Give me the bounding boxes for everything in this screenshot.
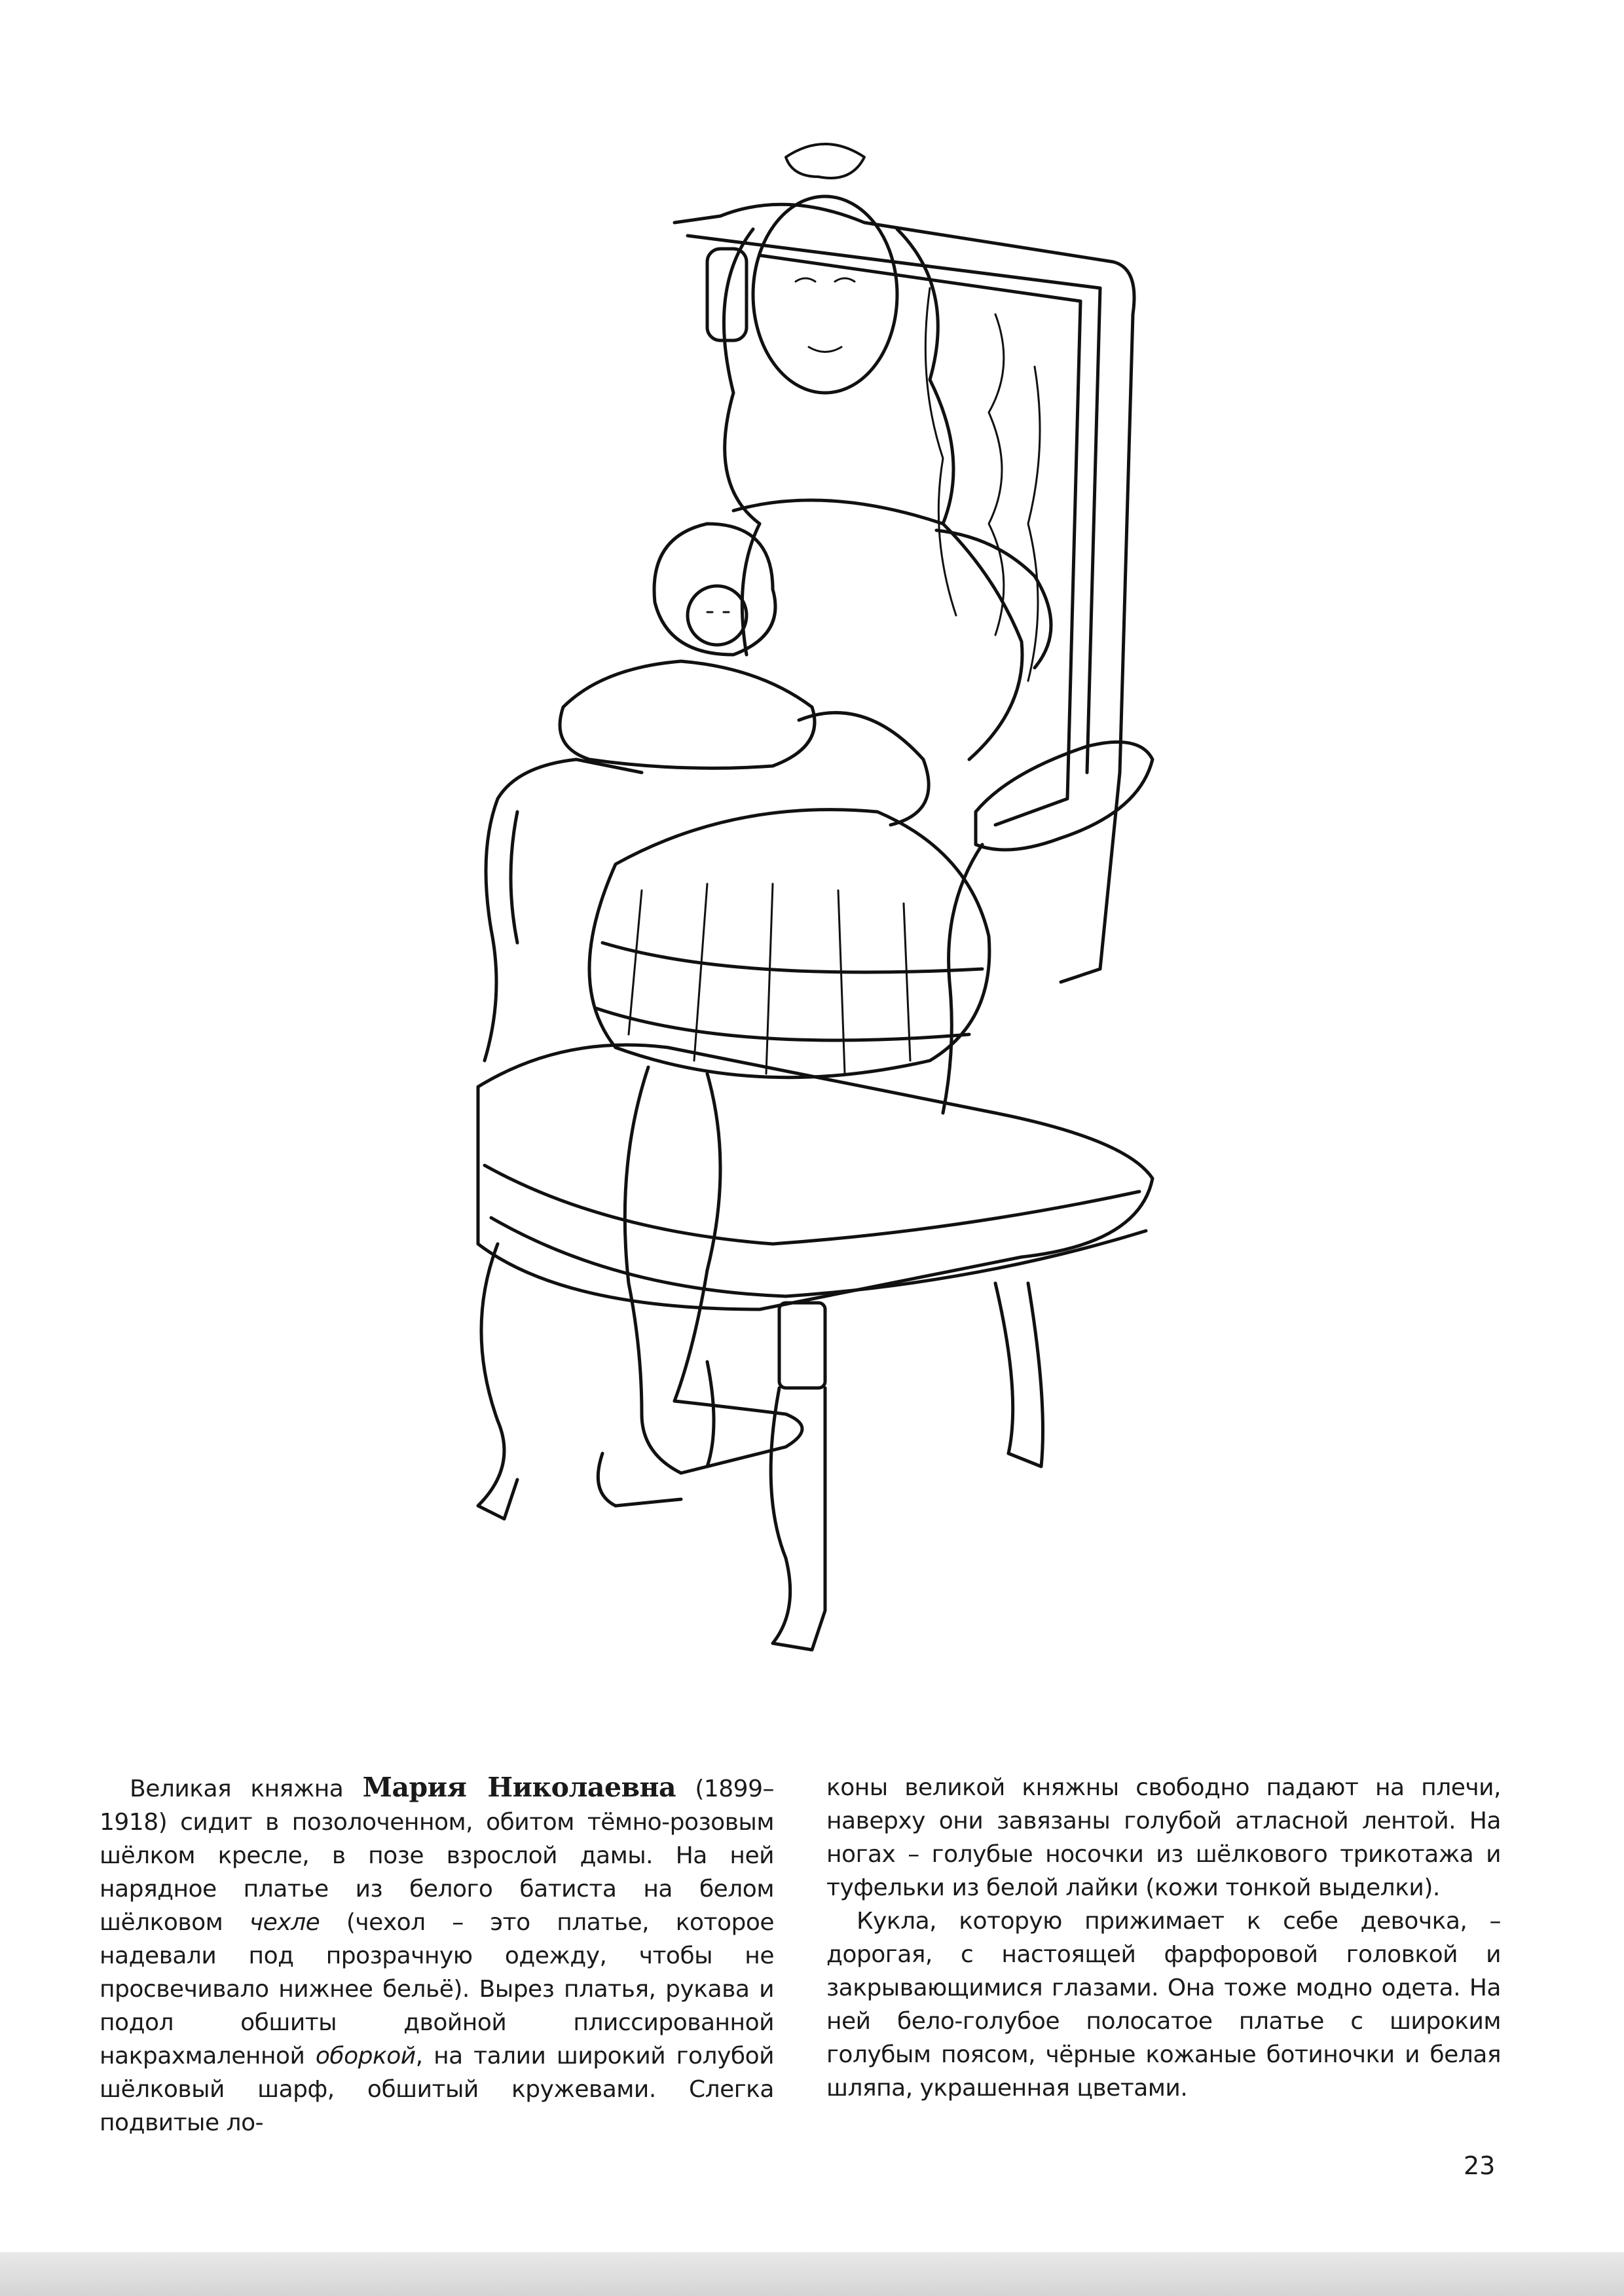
caption-text-b: (чехол – это платье, которое надевали под прозрачную одежду, чтобы не просвечивало нижнее бельё). Вырез платья, рукава и подол обшиты двойной плиссированной накрахмаленной (100, 1909, 774, 2069)
armchair (478, 204, 1153, 1650)
caption-text-a: (1899–1918) сидит в позолоченном, обитом тёмно-розовым шёлком кресле, в позе взрослой дамы. На ней нарядное платье из белого батиста на белом шёлковом (100, 1776, 774, 1936)
caption-paragraph-1-cont: коны великой княжны свободно падают на плечи, наверху они завязаны голубой атласной лентой. На ногах – голубые носочки из шёлкового трикотажа и туфельки из белой лайки (кожи тонкой выделки). (826, 1774, 1501, 1901)
term-oborka: оборкой (315, 2043, 416, 2069)
caption-paragraph-1 (100, 1771, 774, 2140)
caption-paragraph-2: Кукла, которую прижимает к себе девочка, – дорогая, с настоящей фарфоровой головкой и закрывающимися глазами. Она тоже модно одета. На ней бело-голубое полосатое платье с широким голубым поясом, чёрные кожаные ботиночки и белая шляпа, украшенная цветами. (826, 1908, 1501, 2102)
caption-text-c: , на талии широкий голубой шёлковый шарф, обшитый кружевами. Слегка подвитые ло- (100, 2043, 774, 2136)
term-chehol: чехле (249, 1909, 320, 1936)
person-name: Мария Николаевна (362, 1772, 676, 1803)
scan-edge-band (0, 2252, 1624, 2296)
page-number: 23 (1464, 2151, 1496, 2180)
caption-intro: Великая княжна (130, 1776, 363, 1802)
right-text-column (826, 1771, 1501, 2105)
coloring-illustration (367, 118, 1310, 1663)
left-text-column (100, 1771, 774, 2140)
